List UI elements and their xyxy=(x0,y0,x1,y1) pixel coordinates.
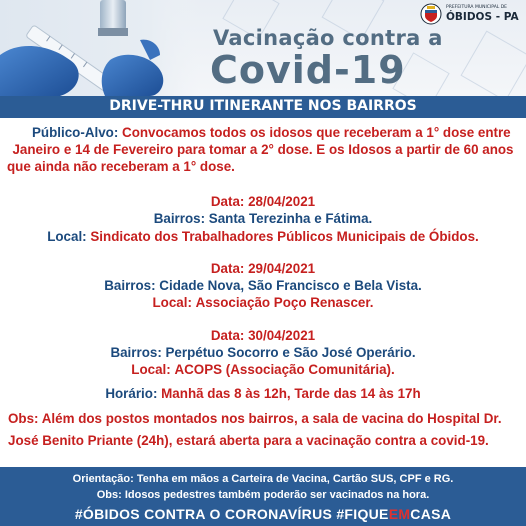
local-label: Local: xyxy=(47,229,87,244)
horario xyxy=(0,385,526,402)
hashtag-em: EM xyxy=(388,506,411,522)
local-label: Local: xyxy=(152,295,192,310)
local-value: ACOPS (Associação Comunitária). xyxy=(174,362,395,377)
logo-caption: PREFEITURA MUNICIPAL DE xyxy=(446,5,508,10)
event-2-local xyxy=(0,294,526,311)
banner-text: DRIVE-THRU ITINERANTE NOS BAIRROS xyxy=(109,98,417,114)
event-1-date: Data: 28/04/2021 xyxy=(210,194,316,209)
event-3-date: Data: 30/04/2021 xyxy=(210,328,316,343)
municipal-seal-icon xyxy=(420,3,442,25)
event-2-bairros: Bairros: Cidade Nova, São Francisco e Bela Vista. xyxy=(104,278,422,293)
announcement-body xyxy=(0,118,526,468)
local-value: Sindicato dos Trabalhadores Públicos Municipais de Óbidos. xyxy=(90,229,479,244)
footer-hashtags xyxy=(0,506,526,522)
horario-value: Manhã das 8 às 12h, Tarde das 14 às 17h xyxy=(161,386,421,401)
intro-line-2: Janeiro e 14 de Fevereiro para tomar a 2° dose. E os Idosos a partir de 60 anos xyxy=(12,142,514,157)
footer-obs: Obs: Idosos pedestres também poderão ser vacinados na hora. xyxy=(96,489,430,501)
footer-orientacao: Orientação: Tenha em mãos a Carteira de Vacina, Cartão SUS, CPF e RG. xyxy=(72,473,454,485)
hashtag-casa: CASA xyxy=(410,506,452,522)
banner xyxy=(0,96,526,118)
vaccine-syringe-photo xyxy=(0,0,200,96)
horario-label: Horário: xyxy=(105,386,158,401)
footer xyxy=(0,467,526,526)
obs-line-2: José Benito Priante (24h), estará aberta para a vacinação contra a covid-19. xyxy=(8,433,489,448)
event-1-bairros: Bairros: Santa Terezinha e Fátima. xyxy=(153,211,373,226)
event-1-local xyxy=(0,228,526,245)
title-line-1: Vacinação contra a xyxy=(213,26,443,50)
intro-line-1 xyxy=(32,124,511,141)
local-value: Associação Poço Renascer. xyxy=(195,295,374,310)
obs-line-1: Obs: Além dos postos montados nos bairros, a sala de vacina do Hospital Dr. xyxy=(8,411,502,426)
hashtag-text: #ÓBIDOS CONTRA O CORONAVÍRUS #FIQUE xyxy=(74,506,389,522)
intro-label: Público-Alvo: xyxy=(32,125,119,140)
header xyxy=(0,0,526,96)
hexagon-decoration xyxy=(460,30,526,96)
title-line-2: Covid-19 xyxy=(210,48,406,92)
local-label: Local: xyxy=(131,362,171,377)
event-3-local xyxy=(0,361,526,378)
event-2-date: Data: 29/04/2021 xyxy=(210,261,316,276)
event-3-bairros: Bairros: Perpétuo Socorro e São José Operário. xyxy=(110,345,416,360)
prefeitura-logo xyxy=(420,3,524,25)
logo-city-name: ÓBIDOS - PA xyxy=(446,11,519,23)
intro-text: Convocamos todos os idosos que receberam a 1° dose entre xyxy=(122,125,511,140)
intro-line-3: que ainda não receberam a 1° dose. xyxy=(7,159,235,174)
